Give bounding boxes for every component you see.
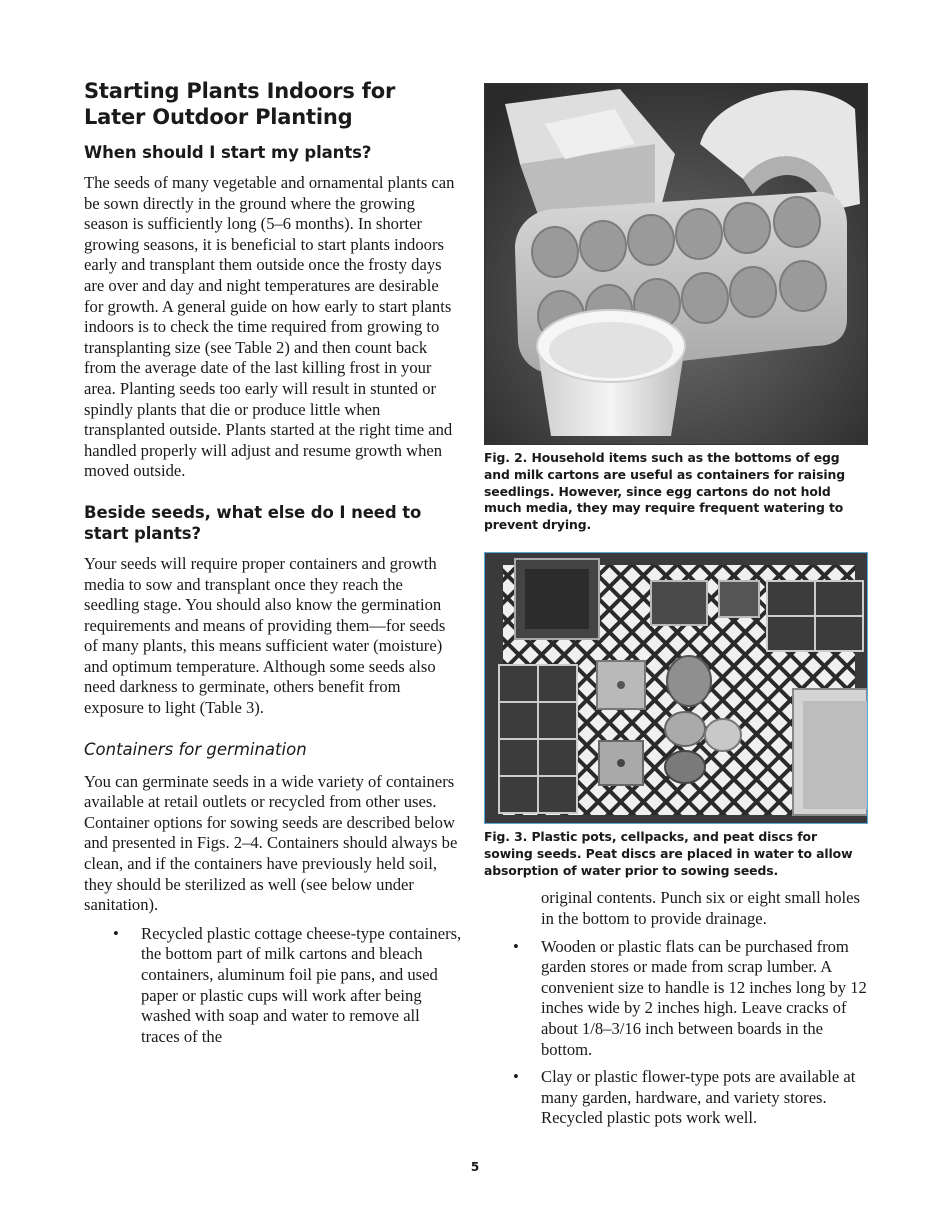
list-item-text: Wooden or plastic flats can be purchased from garden stores or made from scrap lumber. A convenient size to handle is 12 inches long by 12 inches wide by 2 inches high. Leave cracks of about 1/8–3/16 inch between boards in the bottom. bbox=[541, 936, 867, 1059]
bullet-dot: • bbox=[113, 923, 119, 943]
fig3-photo bbox=[484, 552, 868, 824]
container-bullet-list-continued bbox=[484, 937, 868, 1129]
fig2-photo bbox=[484, 83, 868, 445]
list-item bbox=[84, 924, 462, 1048]
fig3-caption: Fig. 3. Plastic pots, cellpacks, and peat discs for sowing seeds. Peat discs are placed in water to allow absorption of water prior to sowing seeds. bbox=[484, 828, 853, 878]
left-column bbox=[84, 78, 462, 1054]
list-item bbox=[484, 1067, 868, 1129]
bullet-dot: • bbox=[513, 936, 519, 956]
fig2-caption: Fig. 2. Household items such as the bottoms of egg and milk cartons are useful as containers for raising seedlings. However, since egg cartons do not hold much media, they may require frequent watering to prevent drying. bbox=[484, 450, 845, 533]
right-column bbox=[484, 83, 868, 1136]
section-heading-when: When should I start my plants? bbox=[84, 143, 372, 162]
section-paragraph-containers: You can germinate seeds in a wide variety of containers available at retail outlets or recycled from other uses. Container options for sowing seeds are described below and presented in Figs. 2–4. Containers should always be clean, and if the containers have previously held soil, they should be sterilized as well (see below under sanitation). bbox=[84, 771, 458, 915]
bullet-continuation: original contents. Punch six or eight small holes in the bottom to provide drainage. bbox=[541, 888, 860, 928]
page-number: 5 bbox=[470, 1160, 480, 1174]
section-paragraph-beside-seeds: Your seeds will require proper containers and growth media to sow and transplant once they reach the seedling stage. You should also know the germination requirements and means of providing them—for seeds of many plants, this means sufficient water (moisture) and optimum temperature. Although some seeds also need darkness to germinate, others benefit from exposure to light (Table 3). bbox=[84, 553, 446, 718]
subheading-containers: Containers for germination bbox=[84, 739, 307, 759]
bullet-dot: • bbox=[513, 1067, 519, 1087]
section-paragraph-when: The seeds of many vegetable and ornamental plants can be sown directly in the ground where the growing season is sufficiently long (5–6 months). In shorter growing seasons, it is beneficial to start plants indoors early and transplant them outside once the frosty days are over and day and night temperatures are desirable for growth. A general guide on how early to start plants indoors is to check the time required from growing to transplanting size (see Table 2) and then count back from the average date of the last killing frost in your area. Planting seeds too early will result in stunted or spindly plants that die or produce little when transplanted outside. Plants started at the right time and handled properly will adjust and resume growth when moved outside. bbox=[84, 173, 455, 481]
list-item-text: Clay or plastic flower-type pots are available at many garden, hardware, and variety stores. Recycled plastic pots work well. bbox=[541, 1067, 856, 1128]
list-item bbox=[484, 937, 868, 1061]
container-bullet-list bbox=[84, 924, 462, 1048]
page-title: Starting Plants Indoors for Later Outdoor Planting bbox=[84, 79, 396, 129]
list-item-text: Recycled plastic cottage cheese-type containers, the bottom part of milk cartons and bleach containers, aluminum foil pie pans, and used paper or plastic cups will work after being washed with soap and water to remove all traces of the bbox=[141, 923, 462, 1046]
household-containers-image bbox=[485, 84, 867, 444]
pots-cellpacks-image bbox=[485, 553, 867, 823]
section-heading-beside-seeds: Beside seeds, what else do I need to start plants? bbox=[84, 502, 422, 543]
